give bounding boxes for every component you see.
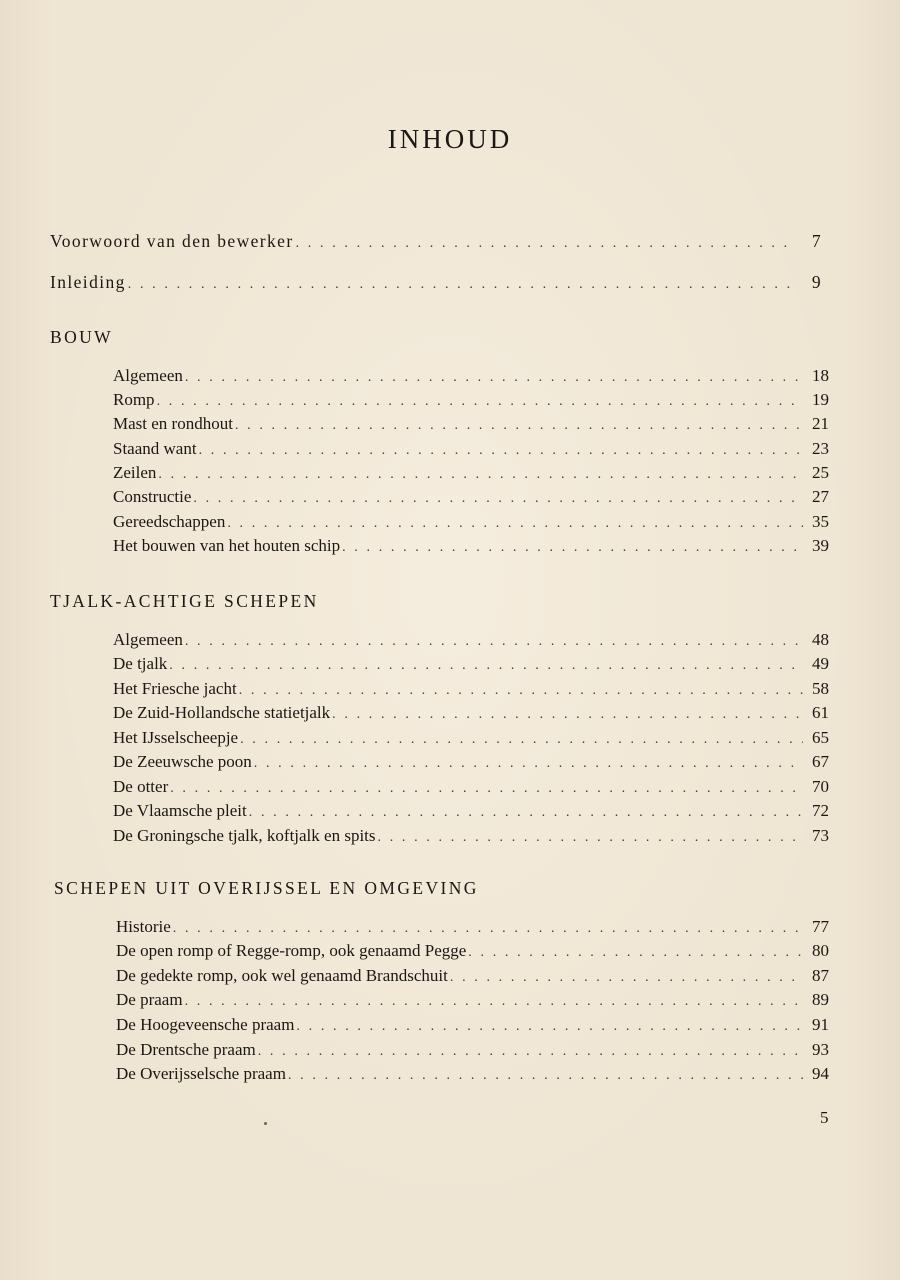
ink-speck: [264, 1122, 267, 1125]
toc-entry-label: Het Friesche jacht: [113, 679, 237, 698]
toc-entry-page: 7: [811, 231, 822, 251]
toc-entry-label: Zeilen: [113, 463, 157, 482]
dot-leader: [342, 540, 803, 556]
toc-entry-label: Constructie: [113, 487, 192, 506]
toc-entry: [116, 1064, 829, 1088]
toc-entry-page: 21: [812, 414, 829, 433]
toc-entry: [116, 966, 829, 990]
dot-leader: [450, 970, 803, 986]
toc-entry-page: 23: [812, 439, 829, 458]
toc-entry: [116, 1040, 829, 1064]
toc-entry: [113, 414, 829, 438]
toc-entry: [113, 390, 829, 414]
dot-leader: [158, 467, 803, 483]
toc-entry-page: 19: [812, 390, 829, 409]
toc-entry-page: 70: [812, 777, 829, 796]
page-title: INHOUD: [387, 124, 513, 154]
toc-entry-label: De Hoogeveensche praam: [116, 1015, 295, 1034]
toc-entry-page: 80: [812, 941, 829, 960]
toc-entry-label: Inleiding: [50, 272, 126, 292]
toc-entry-label: Staand want: [113, 439, 197, 458]
dot-leader: [185, 370, 803, 386]
toc-entry-label: De otter: [113, 777, 169, 796]
toc-entry-page: 67: [812, 752, 829, 771]
toc-entry-label: De Vlaamsche pleit: [113, 801, 247, 820]
dot-leader: [254, 756, 803, 772]
section-heading-tjalk: TJALK-ACHTIGE SCHEPEN: [50, 591, 319, 611]
dot-leader: [240, 732, 803, 748]
dot-leader: [128, 277, 796, 293]
toc-entry: [116, 1015, 829, 1039]
toc-entry-page: 91: [812, 1015, 829, 1034]
dot-leader: [296, 1019, 803, 1035]
dot-leader: [199, 443, 803, 459]
toc-entry: [113, 752, 829, 776]
toc-entry-page: 89: [812, 990, 829, 1009]
dot-leader: [296, 236, 796, 252]
toc-entry: [113, 487, 829, 511]
dot-leader: [157, 394, 803, 410]
toc-entry: [113, 630, 829, 654]
toc-entry-label: De Groningsche tjalk, koftjalk en spits: [113, 826, 376, 845]
toc-entry-label: Algemeen: [113, 630, 183, 649]
toc-entry-page: 65: [812, 728, 829, 747]
toc-entry: [113, 801, 829, 825]
dot-leader: [185, 634, 803, 650]
toc-entry-page: 35: [812, 512, 829, 531]
toc-entry-page: 49: [812, 654, 829, 673]
toc-entry-introduction: [50, 272, 822, 296]
toc-entry-label: Voorwoord van den bewerker: [50, 231, 294, 251]
section-heading-bouw: BOUW: [50, 327, 114, 347]
toc-entry-label: Gereedschappen: [113, 512, 226, 531]
toc-entry: [113, 366, 829, 390]
toc-entry-label: Historie: [116, 917, 171, 936]
toc-entry-page: 87: [812, 966, 829, 985]
section-heading-overijssel: SCHEPEN UIT OVERIJSSEL EN OMGEVING: [54, 878, 479, 898]
toc-entry-page: 27: [812, 487, 829, 506]
toc-entry-label: De tjalk: [113, 654, 168, 673]
toc-entry: [116, 917, 829, 941]
toc-entry: [113, 728, 829, 752]
toc-entry-page: 77: [812, 917, 829, 936]
toc-entry-label: Algemeen: [113, 366, 183, 385]
toc-entry-label: De gedekte romp, ook wel genaamd Brandschuit: [116, 966, 448, 985]
toc-entry-label: De open romp of Regge-romp, ook genaamd Pegge: [116, 941, 467, 960]
toc-entry-page: 72: [812, 801, 829, 820]
dot-leader: [258, 1044, 803, 1060]
dot-leader: [169, 658, 803, 674]
toc-entry-label: Romp: [113, 390, 155, 409]
toc-entry: [116, 941, 829, 965]
toc-entry: [113, 512, 829, 536]
toc-entry-page: 93: [812, 1040, 829, 1059]
toc-entry-page: 58: [812, 679, 829, 698]
dot-leader: [173, 921, 803, 937]
dot-leader: [288, 1068, 803, 1084]
toc-entry: [113, 777, 829, 801]
toc-entry-label: De praam: [116, 990, 183, 1009]
dot-leader: [185, 994, 803, 1010]
dot-leader: [468, 945, 803, 961]
page-number: 5: [820, 1108, 829, 1127]
toc-entry-page: 61: [812, 703, 829, 722]
toc-entry: [113, 654, 829, 678]
toc-entry-page: 39: [812, 536, 829, 555]
dot-leader: [227, 516, 803, 532]
toc-entry: [113, 679, 829, 703]
dot-leader: [170, 781, 803, 797]
toc-entry: [113, 703, 829, 727]
toc-entry: [113, 463, 829, 487]
dot-leader: [239, 683, 803, 699]
toc-entry: [113, 826, 829, 850]
toc-entry-label: De Zuid-Hollandsche statietjalk: [113, 703, 331, 722]
toc-entry: [116, 990, 829, 1014]
dot-leader: [378, 830, 803, 846]
toc-entry-page: 48: [812, 630, 829, 649]
dot-leader: [332, 707, 803, 723]
toc-entry-foreword: [50, 231, 822, 255]
dot-leader: [235, 418, 803, 434]
toc-entry: [113, 536, 829, 560]
toc-entry-label: De Overijsselsche praam: [116, 1064, 286, 1083]
toc-entry-label: Mast en rondhout: [113, 414, 233, 433]
toc-entry-page: 94: [812, 1064, 829, 1083]
toc-entry-label: De Drentsche praam: [116, 1040, 256, 1059]
dot-leader: [193, 491, 803, 507]
toc-entry-page: 9: [811, 272, 822, 292]
toc-entry-page: 25: [812, 463, 829, 482]
toc-entry: [113, 439, 829, 463]
toc-entry-label: De Zeeuwsche poon: [113, 752, 252, 771]
dot-leader: [249, 805, 803, 821]
toc-entry-page: 18: [812, 366, 829, 385]
toc-entry-page: 73: [812, 826, 829, 845]
toc-entry-label: Het bouwen van het houten schip: [113, 536, 341, 555]
toc-entry-label: Het IJsselscheepje: [113, 728, 239, 747]
